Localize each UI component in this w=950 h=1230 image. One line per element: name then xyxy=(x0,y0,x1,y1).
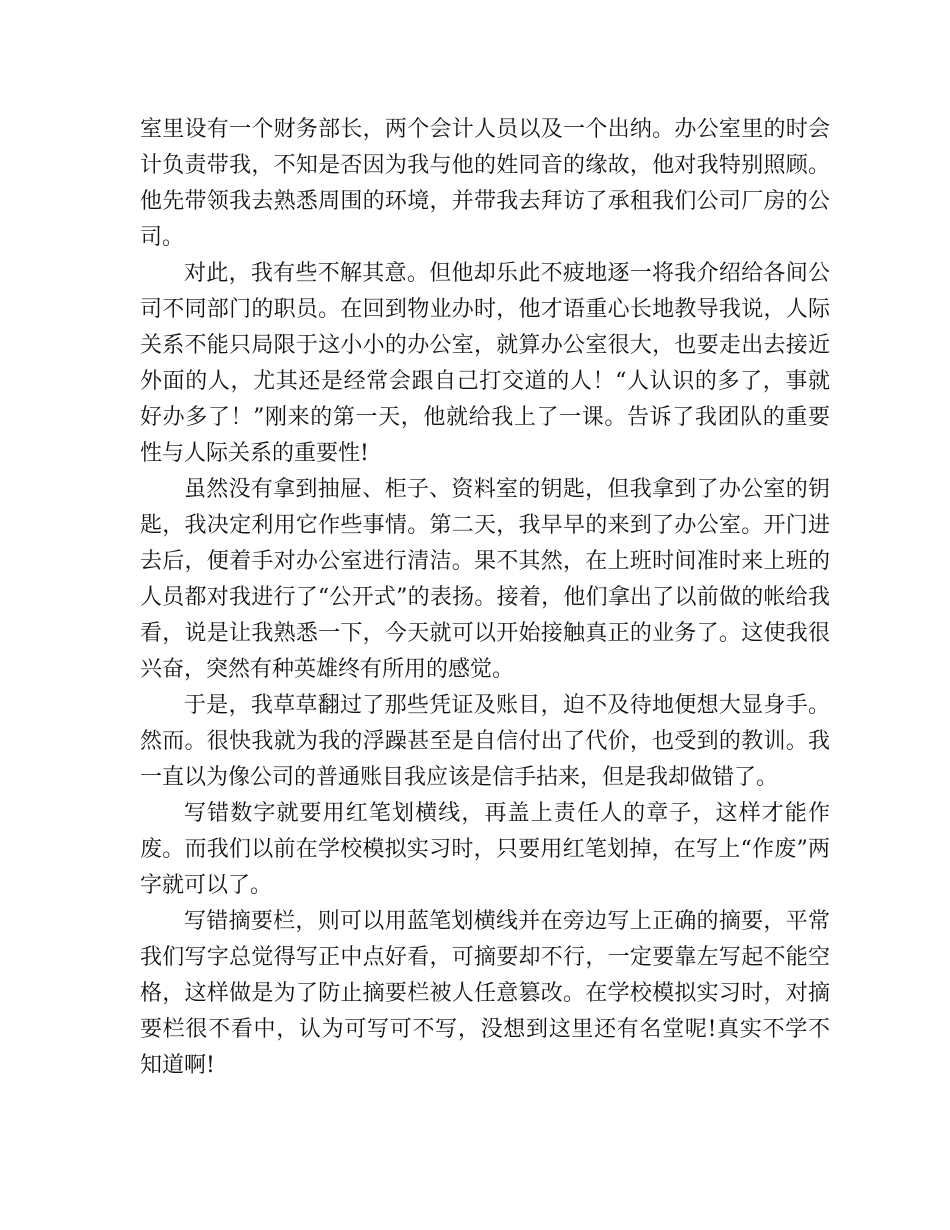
paragraph-5: 写错数字就要用红笔划横线，再盖上责任人的章子，这样才能作废。而我们以前在学校模拟实习时，只要用红笔划掉，在写上“作废”两字就可以了。 xyxy=(140,801,830,898)
paragraph-4: 于是，我草草翻过了那些凭证及账目，迫不及待地便想大显身手。然而。很快我就为我的浮躁甚至是自信付出了代价，也受到的教训。我一直以为像公司的普通账目我应该是信手拈来，但是我却做错了。 xyxy=(140,693,830,790)
paragraph-6: 写错摘要栏，则可以用蓝笔划横线并在旁边写上正确的摘要，平常我们写字总觉得写正中点好看，可摘要却不行，一定要靠左写起不能空格，这样做是为了防止摘要栏被人任意篡改。在学校模拟实习时，对摘要栏很不看中，认为可写可不写，没想到这里还有名堂呢!真实不学不知道啊! xyxy=(140,909,830,1078)
paragraph-2: 对此，我有些不解其意。但他却乐此不疲地逐一将我介绍给各间公司不同部门的职员。在回到物业办时，他才语重心长地教导我说，人际关系不能只局限于这小小的办公室，就算办公室很大，也要走出去接近外面的人，尤其还是经常会跟自己打交道的人！“人认识的多了，事就好办多了！”刚来的第一天，他就给我上了一课。告诉了我团队的重要性与人际关系的重要性! xyxy=(140,261,830,466)
document-body xyxy=(140,112,830,1084)
paragraph-1: 室里设有一个财务部长，两个会计人员以及一个出纳。办公室里的时会计负责带我，不知是否因为我与他的姓同音的缘故，他对我特别照顾。他先带领我去熟悉周围的环境，并带我去拜访了承租我们公司厂房的公司。 xyxy=(140,117,830,250)
paragraph-3: 虽然没有拿到抽屉、柜子、资料室的钥匙，但我拿到了办公室的钥匙，我决定利用它作些事情。第二天，我早早的来到了办公室。开门进去后，便着手对办公室进行清洁。果不其然，在上班时间准时来上班的人员都对我进行了“公开式”的表扬。接着，他们拿出了以前做的帐给我看，说是让我熟悉一下，今天就可以开始接触真正的业务了。这使我很兴奋，突然有种英雄终有所用的感觉。 xyxy=(140,477,830,682)
